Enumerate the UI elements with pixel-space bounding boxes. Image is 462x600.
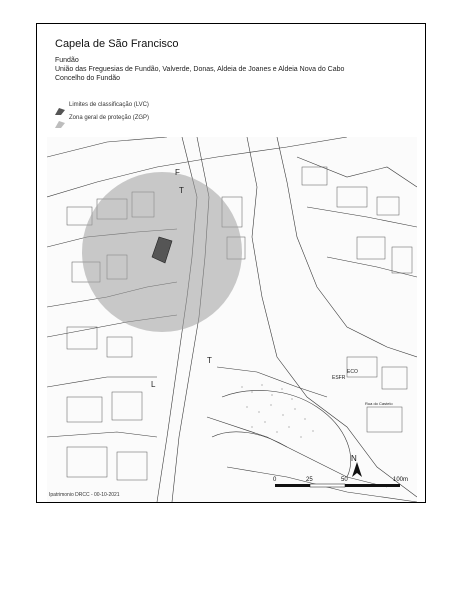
legend-item-zgp [55, 113, 149, 123]
map-label-t2: T [207, 356, 212, 365]
scale-tick-100: 100m [393, 477, 409, 483]
scale-tick-0: 0 [273, 477, 277, 483]
map-sheet [36, 23, 426, 503]
scale-tick-50: 50 [341, 477, 348, 483]
zgp-swatch-icon [55, 115, 65, 122]
map-label-esfr: ESFR [332, 375, 346, 381]
parish-line: União das Freguesias de Fundão, Valverde, Donas, Aldeia de Joanes e Aldeia Nova do Cabo [55, 66, 345, 73]
legend-item-lvc [55, 100, 149, 110]
council-line: Concelho do Fundão [55, 75, 120, 82]
map-label-l: L [151, 380, 156, 389]
municipality-line: Fundão [55, 57, 79, 64]
map-label-eco: ECO [347, 369, 358, 375]
map-canvas [47, 137, 417, 502]
map-label-f: F [175, 168, 180, 177]
scale-tick-25: 25 [306, 477, 313, 483]
footer-note: Ipatrimonio DRCC - 00-10-2021 [49, 492, 120, 498]
map-label-street: Rua do Castelo [365, 401, 393, 406]
north-label: N [351, 454, 357, 463]
map-label-t1: T [179, 186, 184, 195]
scale-bar [275, 484, 400, 487]
cadastral-map[interactable] [47, 137, 417, 502]
lvc-swatch-icon [55, 102, 65, 109]
page-title: Capela de São Francisco [55, 38, 179, 50]
legend-label-lvc: Limites de classificação (LVC) [69, 102, 149, 108]
legend-label-zgp: Zona geral de proteção (ZGP) [69, 115, 150, 121]
